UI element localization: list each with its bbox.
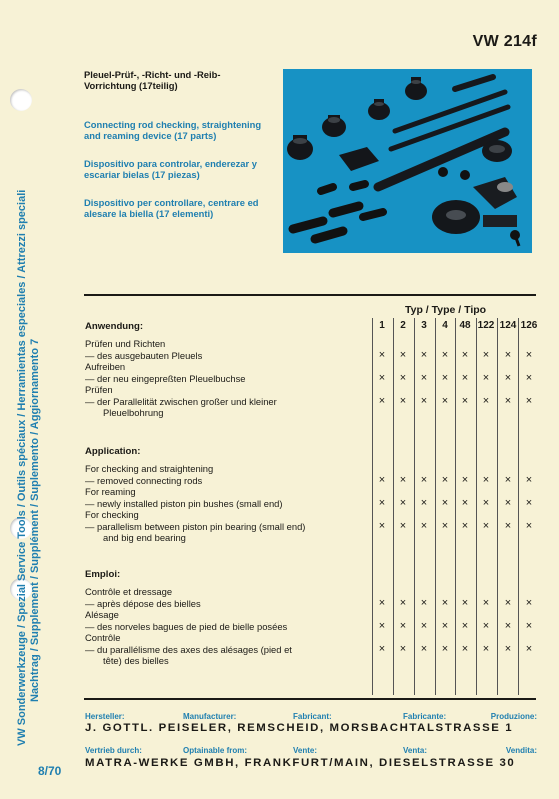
side-caption-line2: Nachtrag / Supplement / Supplément / Suplemento / Aggiornamento 7 [29,338,41,702]
table-row-text: Prüfen und Richten [85,338,166,349]
footer-label: Venta: [403,746,428,755]
footer-label: Vente: [293,746,318,755]
table-row-text: For checking [85,509,139,520]
applies-mark: × [441,473,449,486]
applies-mark: × [461,496,469,509]
applies-mark: × [420,371,428,384]
applies-mark: × [525,496,533,509]
applies-mark: × [525,473,533,486]
applies-mark: × [461,642,469,655]
applies-mark: × [378,348,386,361]
footer-label: Optainable from: [183,746,248,755]
table-row-text: For checking and straightening [85,463,214,474]
applies-mark: × [461,348,469,361]
applies-mark: × [399,473,407,486]
applies-mark: × [482,371,490,384]
applies-mark: × [441,596,449,609]
applies-mark: × [461,394,469,407]
applies-mark: × [525,371,533,384]
table-row-text: For reaming [85,486,136,497]
table-row-text: Alésage [85,609,119,620]
table-row-text: — des ausgebauten Pleuels [85,349,203,361]
table-row-text: — du parallélisme des axes des alésages (pied et [85,643,292,655]
applies-mark: × [525,619,533,632]
applies-mark: × [525,394,533,407]
table-row-text: — parallelism between piston pin bearing (small end) [85,520,306,532]
table-row-text: Prüfen [85,384,113,395]
applies-mark: × [504,596,512,609]
table-row-text: and big end bearing [103,532,186,543]
applies-mark: × [504,519,512,532]
applies-mark: × [399,642,407,655]
section-title: Anwendung: [85,321,144,332]
applies-mark: × [461,371,469,384]
type-column-126: 126 [520,320,538,331]
side-caption-line1: VW Sonderwerkzeuge / Spezial Service Tools / Outils spéciaux / Herramientas especiales / Attrezzi speciali [16,189,28,746]
applies-mark: × [504,371,512,384]
footer-label: Fabricant: [293,712,332,721]
applies-mark: × [504,348,512,361]
applies-mark: × [482,596,490,609]
table-row-text: — des norveles bagues de pied de bielle posées [85,620,288,632]
applies-mark: × [482,519,490,532]
applies-mark: × [378,394,386,407]
type-column-124: 124 [499,320,517,331]
type-column-48: 48 [459,320,471,331]
applies-mark: × [504,496,512,509]
table-row-text: — newly installed piston pin bushes (small end) [85,497,283,509]
type-header: Typ / Type / Tipo [405,304,487,316]
applies-mark: × [420,519,428,532]
table-row-text: Contrôle et dressage [85,586,173,597]
applies-mark: × [504,642,512,655]
applies-mark: × [461,596,469,609]
applies-mark: × [399,371,407,384]
applies-mark: × [441,519,449,532]
title-german: Pleuel-Prüf-, -Richt- und -Reib- Vorrichtung (17teilig) [84,69,221,91]
applies-mark: × [378,496,386,509]
applies-mark: × [378,371,386,384]
applies-mark: × [399,596,407,609]
applies-mark: × [482,394,490,407]
footer-label: Vendita: [505,746,537,755]
applies-mark: × [461,473,469,486]
tool-code: VW 214f [472,33,537,50]
applies-mark: × [399,496,407,509]
type-column-4: 4 [442,320,448,331]
table-row-text: — der Parallelität zwischen großer und kleiner [85,395,277,407]
footer-label: Hersteller: [85,712,125,721]
title-english: Connecting rod checking, straightening and reaming device (17 parts) [84,119,262,141]
applies-mark: × [420,394,428,407]
applies-mark: × [399,394,407,407]
divider-bottom [84,698,536,700]
applies-mark: × [504,473,512,486]
applies-mark: × [378,596,386,609]
type-column-3: 3 [421,320,427,331]
tool-set-photo [283,69,532,253]
applies-mark: × [420,348,428,361]
date-code: 8/70 [38,764,62,778]
applies-mark: × [441,348,449,361]
applies-mark: × [378,519,386,532]
applies-mark: × [399,519,407,532]
applies-mark: × [482,473,490,486]
applies-mark: × [441,619,449,632]
divider-top [84,294,536,296]
table-row-text: Pleuelbohrung [103,407,164,418]
applies-mark: × [378,619,386,632]
table-row-text: Aufreiben [85,361,126,372]
applies-mark: × [461,519,469,532]
section-title: Emploi: [85,569,121,580]
type-column-2: 2 [400,320,406,331]
table-row-text: tête) des bielles [103,655,169,666]
applies-mark: × [461,619,469,632]
applies-mark: × [378,473,386,486]
applies-mark: × [399,619,407,632]
applies-mark: × [504,619,512,632]
applies-mark: × [525,596,533,609]
applies-mark: × [420,619,428,632]
distributor-address: MATRA-WERKE GMBH, FRANKFURT/MAIN, DIESELSTRASSE 30 [85,757,516,769]
table-row-text: Contrôle [85,632,121,643]
table-row-text: — après dépose des bielles [85,597,201,609]
manufacturer-address: J. GOTTL. PEISELER, REMSCHEID, MORSBACHTALSTRASSE 1 [85,722,514,734]
type-column-122: 122 [477,320,495,331]
applies-mark: × [441,394,449,407]
applies-mark: × [378,642,386,655]
applies-mark: × [482,642,490,655]
applies-mark: × [420,642,428,655]
applies-mark: × [420,596,428,609]
type-column-1: 1 [379,320,385,331]
footer-label: Fabricante: [403,712,447,721]
applies-mark: × [504,394,512,407]
applies-mark: × [482,619,490,632]
footer-label: Manufacturer: [183,712,237,721]
applies-mark: × [441,496,449,509]
applies-mark: × [525,519,533,532]
title-block [84,69,274,219]
title-italian: Dispositivo per controllare, centrare ed alesare la biella (17 elementi) [84,197,259,219]
table-row-text: — removed connecting rods [85,474,203,486]
applies-mark: × [482,348,490,361]
applies-mark: × [525,642,533,655]
title-spanish: Dispositivo para controlar, enderezar y escariar bielas (17 piezas) [84,158,257,180]
tool-set-illustration [283,69,532,253]
applies-mark: × [525,348,533,361]
side-caption [16,186,66,746]
section-title: Application: [85,446,141,457]
applies-mark: × [420,473,428,486]
applies-mark: × [482,496,490,509]
applies-mark: × [441,642,449,655]
applies-mark: × [441,371,449,384]
applies-mark: × [399,348,407,361]
applies-mark: × [420,496,428,509]
footer-label: Vertrieb durch: [85,746,142,755]
binder-hole [10,89,32,111]
table-row-text: — der neu eingepreßten Pleuelbuchse [85,372,246,384]
footer-label: Produzione: [490,712,537,721]
